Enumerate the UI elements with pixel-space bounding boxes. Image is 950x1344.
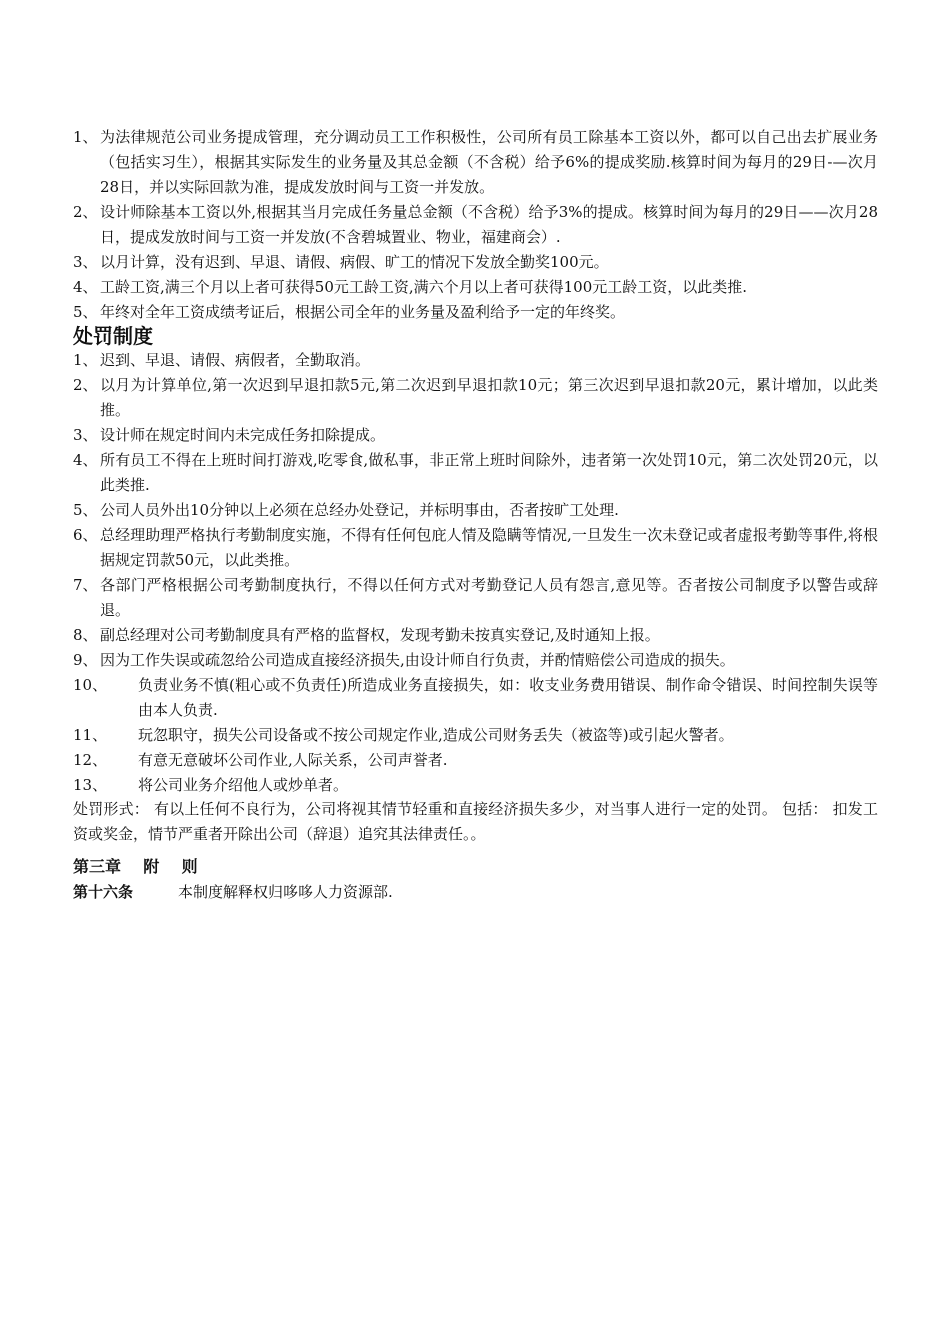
list-item bbox=[73, 125, 878, 200]
penalty-list bbox=[73, 348, 878, 798]
list-item-text: 迟到、早退、请假、病假者，全勤取消。 bbox=[100, 351, 371, 369]
list-item-number: 2、 bbox=[73, 376, 98, 394]
list-item bbox=[73, 373, 878, 423]
list-item-text: 设计师除基本工资以外,根据其当月完成任务量总金额（不含税）给予3%的提成。核算时间为每月的29日——次月28日，提成发放时间与工资一并发放(不含碧城置业、物业，福建商会）. bbox=[100, 203, 878, 246]
list-item bbox=[73, 648, 878, 673]
list-item-text: 因为工作失误或疏忽给公司造成直接经济损失,由设计师自行负责，并酌情赔偿公司造成的损失。 bbox=[100, 651, 735, 669]
list-item-number: 4、 bbox=[73, 278, 98, 296]
list-item-number: 5、 bbox=[73, 303, 98, 321]
chapter-title bbox=[73, 855, 198, 879]
list-item bbox=[73, 275, 878, 300]
list-item-text: 为法律规范公司业务提成管理，充分调动员工工作积极性，公司所有员工除基本工资以外，都可以自己出去扩展业务（包括实习生），根据其实际发生的业务量及其总金额（不含税）给予6%的提成奖励.核算时间为每月的29日-—次月28日，并以实际回款为准，提成发放时间与工资一并发放。 bbox=[100, 128, 878, 196]
list-item-text: 玩忽职守，损失公司设备或不按公司规定作业,造成公司财务丢失（被盗等)或引起火警者。 bbox=[138, 726, 734, 744]
list-item bbox=[73, 300, 878, 325]
list-item-text: 以月为计算单位,第一次迟到早退扣款5元,第二次迟到早退扣款10元；第三次迟到早退扣款20元，累计增加，以此类推。 bbox=[100, 376, 878, 419]
list-item-number: 11、 bbox=[73, 726, 108, 744]
list-item bbox=[73, 573, 878, 623]
list-item-number: 10、 bbox=[73, 676, 108, 694]
penalty-form-paragraph: 处罚形式： 有以上任何不良行为，公司将视其情节轻重和直接经济损失多少，对当事人进行一定的处罚。 包括： 扣发工资或奖金，情节严重者开除出公司（辞退）追究其法律责任。。 bbox=[73, 800, 878, 843]
article-sixteen bbox=[73, 880, 393, 904]
list-item-number: 8、 bbox=[73, 626, 98, 644]
chapter-title-text: 第三章 附 则 bbox=[73, 857, 198, 876]
list-item-number: 1、 bbox=[73, 351, 98, 369]
list-item bbox=[73, 250, 878, 275]
list-item bbox=[73, 773, 878, 798]
list-item bbox=[73, 748, 878, 773]
list-item bbox=[73, 423, 878, 448]
list-item-number: 9、 bbox=[73, 651, 98, 669]
list-item-number: 7、 bbox=[73, 576, 98, 594]
list-item bbox=[73, 673, 878, 723]
reward-list bbox=[73, 125, 878, 325]
list-item-text: 工龄工资,满三个月以上者可获得50元工龄工资,满六个月以上者可获得100元工龄工资，以此类推. bbox=[100, 278, 748, 296]
list-item-text: 有意无意破坏公司作业,人际关系，公司声誉者. bbox=[138, 751, 448, 769]
list-item-number: 6、 bbox=[73, 526, 98, 544]
list-item bbox=[73, 623, 878, 648]
list-item-text: 年终对全年工资成绩考证后，根据公司全年的业务量及盈利给予一定的年终奖。 bbox=[100, 303, 626, 321]
list-item bbox=[73, 523, 878, 573]
article-label: 第十六条 bbox=[73, 883, 134, 901]
list-item-number: 4、 bbox=[73, 451, 98, 469]
list-item-number: 12、 bbox=[73, 751, 108, 769]
list-item-number: 3、 bbox=[73, 253, 98, 271]
list-item-number: 13、 bbox=[73, 776, 108, 794]
list-item bbox=[73, 200, 878, 250]
list-item-number: 2、 bbox=[73, 203, 98, 221]
list-item-text: 所有员工不得在上班时间打游戏,吃零食,做私事，非正常上班时间除外，违者第一次处罚10元，第二次处罚20元，以此类推. bbox=[100, 451, 878, 494]
list-item bbox=[73, 498, 878, 523]
list-item-text: 副总经理对公司考勤制度具有严格的监督权，发现考勤未按真实登记,及时通知上报。 bbox=[100, 626, 660, 644]
list-item-text: 将公司业务介绍他人或炒单者。 bbox=[138, 776, 349, 794]
list-item-text: 负责业务不慎(粗心或不负责任)所造成业务直接损失，如：收支业务费用错误、制作命令错误、时间控制失误等由本人负责. bbox=[138, 676, 878, 719]
list-item-text: 以月计算，没有迟到、早退、请假、病假、旷工的情况下发放全勤奖100元。 bbox=[100, 253, 609, 271]
list-item-number: 3、 bbox=[73, 426, 98, 444]
list-item bbox=[73, 348, 878, 373]
article-text: 本制度解释权归哆哆人力资源部. bbox=[178, 883, 393, 901]
list-item-text: 设计师在规定时间内未完成任务扣除提成。 bbox=[100, 426, 386, 444]
penalty-heading: 处罚制度 bbox=[73, 324, 153, 348]
list-item bbox=[73, 723, 878, 748]
list-item-text: 总经理助理严格执行考勤制度实施，不得有任何包庇人情及隐瞒等情况,一旦发生一次未登记或者虚报考勤等事件,将根据规定罚款50元，以此类推。 bbox=[100, 526, 878, 569]
list-item-number: 1、 bbox=[73, 128, 98, 146]
list-item-number: 5、 bbox=[73, 501, 98, 519]
list-item-text: 公司人员外出10分钟以上必须在总经办处登记，并标明事由，否者按旷工处理. bbox=[100, 501, 619, 519]
list-item-text: 各部门严格根据公司考勤制度执行，不得以任何方式对考勤登记人员有怨言,意见等。否者按公司制度予以警告或辞退。 bbox=[100, 576, 878, 619]
list-item bbox=[73, 448, 878, 498]
